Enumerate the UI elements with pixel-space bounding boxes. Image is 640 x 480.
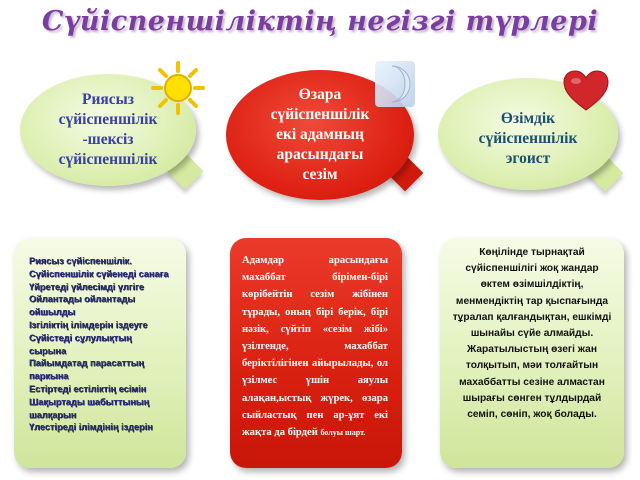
- list-item: Естіртеді естіліктің есімін: [29, 383, 147, 394]
- bubble-line: сүйіспеншілік: [478, 130, 578, 147]
- bubble-line: сүйіспеншілік: [58, 151, 158, 168]
- bubble-line: арасындағы: [276, 146, 364, 163]
- bubble-line: эгоист: [505, 150, 551, 167]
- panel-paragraph: [242, 252, 388, 441]
- panel-text: Адамдар арасындағы махаббат бірімен-бірі көрібейтін сезім жібінен тұрады, оның бірі берік, бірі нәзік, сүйтіп «сезім жібі» үзілгенде, махаббат беріктілігінен айырылады, ол үзілмес үшін аяулы алақан,ыстық жүрек, өзара сыйластық пен ар-ұят екі жақта да бірдей: [242, 255, 388, 439]
- bubble-line: Өзімдік: [500, 110, 556, 127]
- list-item: шалқарын: [29, 409, 77, 420]
- list-item: Пайымдатад парасаттың: [29, 358, 145, 369]
- bubble-line: Өзара: [298, 86, 342, 103]
- list-item: Ойлантады ойлантады: [29, 294, 136, 305]
- bubble-line: сүйіспеншілік: [58, 111, 158, 128]
- poem-list: [29, 255, 179, 434]
- sun-icon: [150, 60, 206, 116]
- list-item: Үйретеді үйлесімді үлгіге: [29, 281, 145, 292]
- bubble-line: сезім: [302, 166, 338, 183]
- panel-text-small: болуы шарт.: [320, 428, 366, 438]
- mutual-love-panel: [230, 238, 402, 468]
- bubble-label: [479, 109, 578, 169]
- list-item: сырына: [29, 345, 67, 356]
- list-item: Сүйістеді сұлулықтың: [29, 332, 132, 343]
- bubble-line: Риясыз: [82, 91, 134, 108]
- bubble-line: -шексіз: [82, 131, 134, 148]
- list-item: Ізгіліктің ілімдерін іздеуге: [29, 319, 148, 330]
- bubble-line: сүйіспеншілік: [270, 106, 370, 123]
- selfish-love-panel: [440, 238, 624, 468]
- heart-icon: [563, 70, 609, 112]
- list-item: Риясыз сүйіспеншілік.: [29, 256, 132, 266]
- panel-paragraph: Көңілінде тырнақтай сүйіспеншілігі жоқ жандар өктем өзімшілдіктің, менмендіктің тар қыспағында тұралап қалғандықтан, ешкімді шынайы сүйе алмайды. Жаратылыстың өзегі жан толқытып, мәи толғайтын махаббатты сезіне алмастан шырағы сөнген тұлдырдай семіп, сөніп, жоқ болады.: [452, 247, 612, 421]
- list-item: Шақыртады шабыттының: [29, 396, 150, 407]
- page-title: Сүйіспеншіліктің негізгі түрлері: [41, 6, 599, 37]
- list-item: Үлестіреді ілімдінің іздерін: [29, 422, 153, 433]
- bubble-label: [59, 90, 158, 170]
- selfless-love-panel: [14, 238, 186, 468]
- list-item: ойшылды: [29, 307, 76, 318]
- list-item: паркына: [29, 371, 69, 382]
- bubble-line: екі адамның: [276, 126, 364, 143]
- moon-icon: [374, 60, 416, 108]
- bubble-label: [271, 85, 370, 185]
- list-item: Сүйіспеншілік сүйенеді санаға: [29, 268, 169, 279]
